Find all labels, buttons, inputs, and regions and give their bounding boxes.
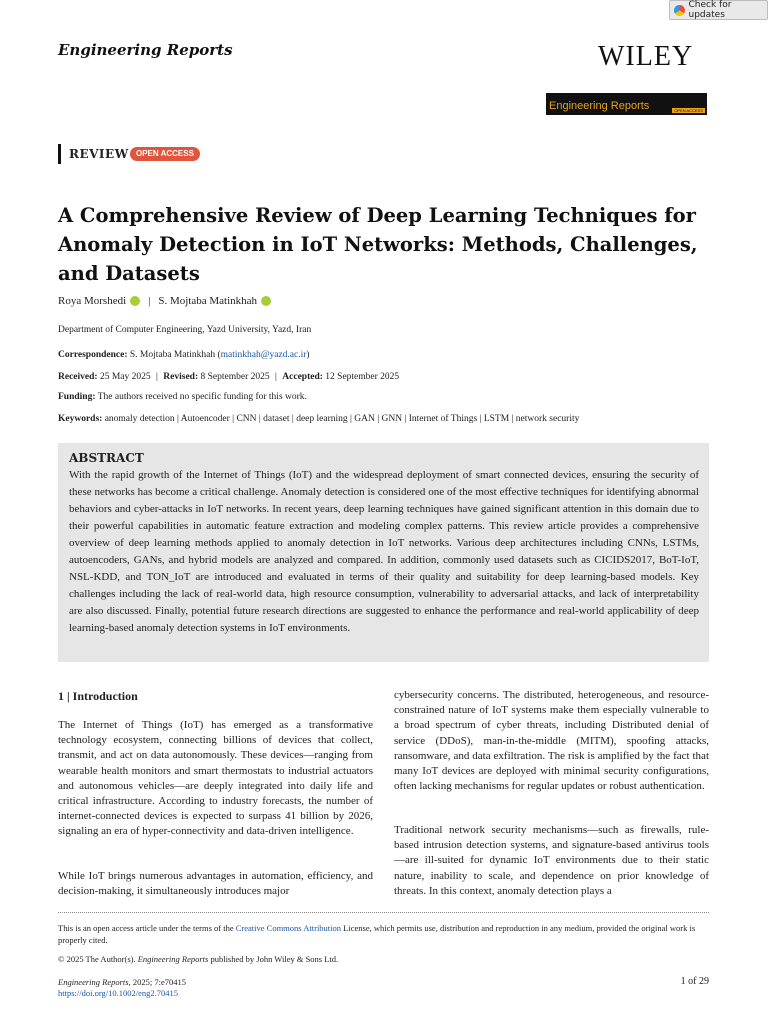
copyright-note: © 2025 The Author(s). Engineering Reports published by John Wiley & Sons Ltd.: [58, 954, 339, 964]
check-for-updates-label: Check for updates: [688, 0, 732, 20]
license-link[interactable]: Creative Commons Attribution: [235, 923, 342, 933]
crossmark-icon: [674, 5, 685, 16]
orcid-icon[interactable]: [261, 296, 271, 306]
open-access-badge: OPEN ACCESS: [130, 147, 200, 161]
affiliation: Department of Computer Engineering, Yazd University, Yazd, Iran: [58, 325, 312, 335]
journal-banner[interactable]: [546, 93, 707, 115]
body-paragraph: Traditional network security mechanisms—such as firewalls, rule-based intrusion detection systems, and signature-based antivirus tools—are ill-suited for dynamic IoT environments due to their static nature, inability to scale, and dependence on prior knowledge of threats. In this context, anomaly detection plays a: [394, 824, 709, 897]
doi-link[interactable]: https://doi.org/10.1002/eng2.70415: [58, 988, 179, 998]
author-name[interactable]: S. Mojtaba Matinkhah: [158, 295, 258, 307]
email-link[interactable]: matinkhah@yazd.ac.ir: [220, 350, 307, 360]
body-paragraph: The Internet of Things (IoT) has emerged as a transformative technology ecosystem, connecting billions of devices that collect, transmit, and act on data autonomously. These devices—ranging from wearable health monitors and smart thermostats to industrial actuators and autonomous vehicles—are deeply integrated into daily life and critical infrastructure. According to industry forecasts, the number of internet-connected devices is expected to surpass 41 billion by 2026, signaling an era of hyper-connectivity and data-driven intelligence.: [58, 719, 373, 838]
publisher-logo: WILEY: [598, 41, 694, 72]
review-marker: [58, 144, 61, 164]
check-for-updates-button[interactable]: [669, 0, 768, 20]
keywords: Keywords: anomaly detection | Autoencoder | CNN | dataset | deep learning | GAN | GNN | Internet of Things | LSTM | network security: [58, 414, 580, 424]
body-paragraph: While IoT brings numerous advantages in automation, efficiency, and decision-making, it simultaneously introduces major: [58, 870, 373, 898]
page-number: 1 of 29: [680, 976, 709, 987]
banner-journal-title: Engineering Reports: [549, 100, 650, 112]
correspondence: Correspondence: S. Mojtaba Matinkhah (matinkhah@yazd.ac.ir): [58, 350, 310, 360]
author-name[interactable]: Roya Morshedi: [58, 295, 127, 307]
article-dates: Received: 25 May 2025 | Revised: 8 September 2025 | Accepted: 12 September 2025: [58, 372, 400, 382]
article-type: REVIEW: [69, 147, 129, 161]
author-separator: |: [148, 295, 151, 307]
author-list: [58, 295, 271, 307]
article-title: A Comprehensive Review of Deep Learning Techniques for Anomaly Detection in IoT Networks: Methods, Challenges, and Datasets: [58, 204, 698, 285]
keyword-list: anomaly detection | Autoencoder | CNN | dataset | deep learning | GAN | GNN | Internet of Things | LSTM | network security: [104, 414, 580, 424]
section-heading: 1 | Introduction: [58, 689, 138, 703]
footer-divider: [58, 912, 709, 913]
abstract-heading: ABSTRACT: [69, 451, 144, 465]
journal-header: Engineering Reports: [58, 41, 233, 59]
abstract-text: With the rapid growth of the Internet of Things (IoT) and the widespread deployment of smart connected devices, ensuring the security of these networks has become a critical challenge. Anomaly detection is considered one of the most effective techniques for identifying abnormal behaviors and cyber-attacks in IoT networks. In recent years, deep learning techniques have gained significant attention in this domain due to their powerful capabilities in automatic feature extraction and modeling complex patterns. This review article provides a comprehensive overview of deep learning methods applied to anomaly detection in IoT networks. Various deep architectures including CNNs, LSTMs, autoencoders, GANs, and hybrid models are analyzed and compared. In addition, commonly used datasets such as CICIDS2017, BoT-IoT, NSL-KDD, and TON_IoT are introduced and evaluated in terms of their quality and suitability for deep learning-based models. Key challenges including the lack of real-world data, high resource consumption, vulnerability to adversarial attacks, and lack of interpretability are also discussed. Finally, potential future research directions are suggested to enhance the performance and real-world applicability of deep learning-based anomaly detection systems in IoT environments.: [69, 469, 699, 634]
body-paragraph: cybersecurity concerns. The distributed, heterogeneous, and resource-constrained nature of IoT systems make them especially vulnerable to a broad spectrum of cyber threats, including Distributed denial of service (DDoS), man-in-the-middle (MITM), spoofing attacks, ransomware, and data exfiltration. The risk is amplified by the fact that many IoT devices are deployed with minimal security configurations, often lacking mechanisms for regular updates or robust authentication.: [394, 689, 709, 793]
funding: Funding: The authors received no specific funding for this work.: [58, 392, 307, 402]
orcid-icon[interactable]: [130, 296, 140, 306]
banner-open-access: OPEN ACCESS: [674, 108, 703, 113]
license-note: This is an open access article under the terms of the Creative Commons Attribution License, which permits use, distribution and reproduction in any medium, provided the original work is properly cited.: [58, 923, 696, 945]
citation-info: Engineering Reports, 2025; 7:e70415 https://doi.org/10.1002/eng2.70415: [58, 977, 186, 998]
